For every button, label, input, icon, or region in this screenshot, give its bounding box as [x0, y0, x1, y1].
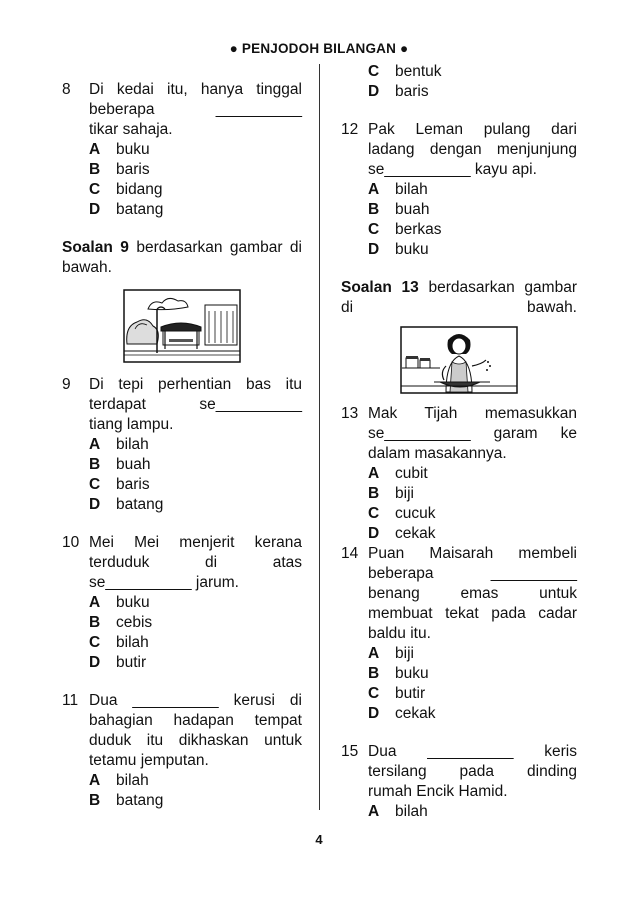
option-a[interactable] [89, 771, 302, 791]
intro-soalan-9 [62, 238, 302, 278]
option-text: bilah [116, 772, 149, 789]
question-13 [341, 404, 577, 544]
option-letter: A [89, 436, 101, 453]
option-letter: A [89, 141, 101, 158]
option-text: batang [116, 792, 164, 809]
option-a[interactable] [368, 802, 577, 822]
option-b[interactable] [89, 455, 302, 475]
question-number: 13 [341, 405, 359, 422]
option-text: cebis [116, 614, 153, 631]
bus-stop-illustration [123, 289, 241, 363]
question-stem-line: baldu itu. [368, 625, 431, 642]
option-letter: A [368, 803, 380, 820]
question-stem-line: Pak Leman pulang dari [368, 121, 577, 138]
question-stem-line: Dua __________ keris [368, 743, 577, 760]
option-text: biji [395, 485, 414, 502]
question-stem-line: duduk itu dikhaskan untuk [89, 732, 302, 749]
option-b[interactable] [368, 200, 577, 220]
question-stem-line: rumah Encik Hamid. [368, 783, 508, 800]
page-number: 4 [315, 832, 323, 847]
option-letter: A [89, 772, 101, 789]
option-c[interactable] [89, 475, 302, 495]
question-stem-line: Puan Maisarah membeli [368, 545, 577, 562]
question-number: 10 [62, 534, 80, 551]
option-letter: A [368, 645, 380, 662]
option-d[interactable] [368, 524, 577, 544]
question-stem-line: bahagian hadapan tempat [89, 712, 302, 729]
option-text: biji [395, 645, 414, 662]
option-text: batang [116, 201, 164, 218]
option-a[interactable] [368, 464, 577, 484]
option-text: cubit [395, 465, 428, 482]
page-header: ● PENJODOH BILANGAN ● [229, 41, 409, 56]
option-a[interactable] [89, 593, 302, 613]
question-stem-line: tersilang pada dinding [368, 763, 577, 780]
left-column [62, 80, 302, 811]
option-letter: B [89, 161, 101, 178]
option-b[interactable] [89, 613, 302, 633]
option-letter: C [89, 476, 101, 493]
option-c[interactable] [368, 684, 577, 704]
question-stem-line: se__________ kayu api. [368, 161, 537, 178]
question-stem-line: Mei Mei menjerit kerana [89, 534, 302, 551]
option-a[interactable] [89, 435, 302, 455]
option-text: cekak [395, 705, 436, 722]
option-d[interactable] [89, 495, 302, 515]
option-letter: D [368, 241, 380, 258]
question-stem-line: Dua __________ kerusi di [89, 692, 302, 709]
option-a[interactable] [89, 140, 302, 160]
option-text: buku [395, 665, 429, 682]
option-text: baris [395, 83, 429, 100]
question-number: 9 [62, 376, 71, 393]
right-column [341, 62, 577, 822]
option-text: bentuk [395, 63, 442, 80]
option-text: buku [395, 241, 429, 258]
option-letter: A [89, 594, 101, 611]
question-8 [62, 80, 302, 220]
option-text: baris [116, 161, 150, 178]
option-letter: C [368, 685, 380, 702]
question-stem-line: tetamu jemputan. [89, 752, 209, 769]
question-10 [62, 533, 302, 673]
option-b[interactable] [89, 160, 302, 180]
option-letter: C [89, 634, 101, 651]
option-b[interactable] [368, 484, 577, 504]
option-letter: C [368, 505, 380, 522]
option-d[interactable] [368, 82, 577, 102]
option-c[interactable] [368, 62, 577, 82]
question-11 [62, 691, 302, 811]
option-c[interactable] [368, 504, 577, 524]
option-letter: D [89, 496, 101, 513]
option-a[interactable] [368, 180, 577, 200]
cooking-figure [341, 326, 577, 394]
option-b[interactable] [368, 664, 577, 684]
intro-bold: Soalan 9 [62, 239, 129, 256]
question-stem-line: tikar sahaja. [89, 121, 173, 138]
intro-text: berdasarkan gambar di bawah. [341, 279, 577, 316]
option-text: cekak [395, 525, 436, 542]
option-text: buku [116, 141, 150, 158]
option-d[interactable] [89, 653, 302, 673]
intro-bold: Soalan 13 [341, 279, 419, 296]
question-stem-line: Di tepi perhentian bas itu [89, 376, 302, 393]
option-text: bilah [395, 803, 428, 820]
intro-text: berdasarkan gambar di bawah. [62, 239, 302, 276]
question-12 [341, 120, 577, 260]
bus-stop-figure [62, 289, 302, 363]
option-d[interactable] [368, 240, 577, 260]
option-c[interactable] [89, 633, 302, 653]
option-d[interactable] [368, 704, 577, 724]
option-d[interactable] [89, 200, 302, 220]
option-letter: B [368, 485, 380, 502]
option-c[interactable] [368, 220, 577, 240]
question-number: 12 [341, 121, 359, 138]
question-stem-line: terduduk di atas [89, 554, 302, 571]
option-letter: C [368, 221, 380, 238]
question-9 [62, 375, 302, 515]
cooking-illustration [400, 326, 518, 394]
question-number: 8 [62, 81, 71, 98]
option-text: baris [116, 476, 150, 493]
option-letter: A [368, 181, 380, 198]
option-text: buku [116, 594, 150, 611]
question-15 [341, 742, 577, 822]
question-stem-line: benang emas untuk [368, 585, 577, 602]
option-text: butir [116, 654, 147, 671]
option-text: cucuk [395, 505, 436, 522]
question-stem-line: beberapa __________ [368, 565, 577, 582]
option-text: buah [395, 201, 430, 218]
option-letter: D [89, 201, 101, 218]
question-14 [341, 544, 577, 724]
option-letter: D [368, 705, 380, 722]
option-letter: B [89, 456, 101, 473]
option-letter: B [368, 665, 380, 682]
option-letter: B [368, 201, 380, 218]
option-letter: D [368, 525, 380, 542]
question-stem-line: beberapa __________ [89, 101, 302, 118]
option-letter: B [89, 792, 101, 809]
option-text: berkas [395, 221, 442, 238]
question-stem-line: se__________ garam ke [368, 425, 577, 442]
option-text: batang [116, 496, 164, 513]
question-stem-line: terdapat se__________ [89, 396, 302, 413]
option-c[interactable] [89, 180, 302, 200]
question-stem-line: dalam masakannya. [368, 445, 507, 462]
question-number: 11 [62, 692, 79, 709]
question-11-continued [341, 62, 577, 102]
option-text: butir [395, 685, 426, 702]
option-letter: D [368, 83, 380, 100]
option-b[interactable] [89, 791, 302, 811]
question-stem-line: membuat tekat pada cadar [368, 605, 577, 622]
column-divider [319, 64, 320, 810]
option-text: bilah [116, 634, 149, 651]
question-number: 14 [341, 545, 359, 562]
option-text: bilah [116, 436, 149, 453]
option-letter: B [89, 614, 101, 631]
option-text: bidang [116, 181, 163, 198]
option-text: buah [116, 456, 151, 473]
question-stem-line: se__________ jarum. [89, 574, 239, 591]
question-stem-line: Mak Tijah memasukkan [368, 405, 577, 422]
option-a[interactable] [368, 644, 577, 664]
intro-soalan-13 [341, 278, 577, 318]
question-stem-line: tiang lampu. [89, 416, 174, 433]
option-letter: C [89, 181, 101, 198]
question-number: 15 [341, 743, 359, 760]
question-stem-line: ladang dengan menjunjung [368, 141, 577, 158]
option-text: bilah [395, 181, 428, 198]
question-stem-line: Di kedai itu, hanya tinggal [89, 81, 302, 98]
option-letter: A [368, 465, 380, 482]
option-letter: C [368, 63, 380, 80]
option-letter: D [89, 654, 101, 671]
